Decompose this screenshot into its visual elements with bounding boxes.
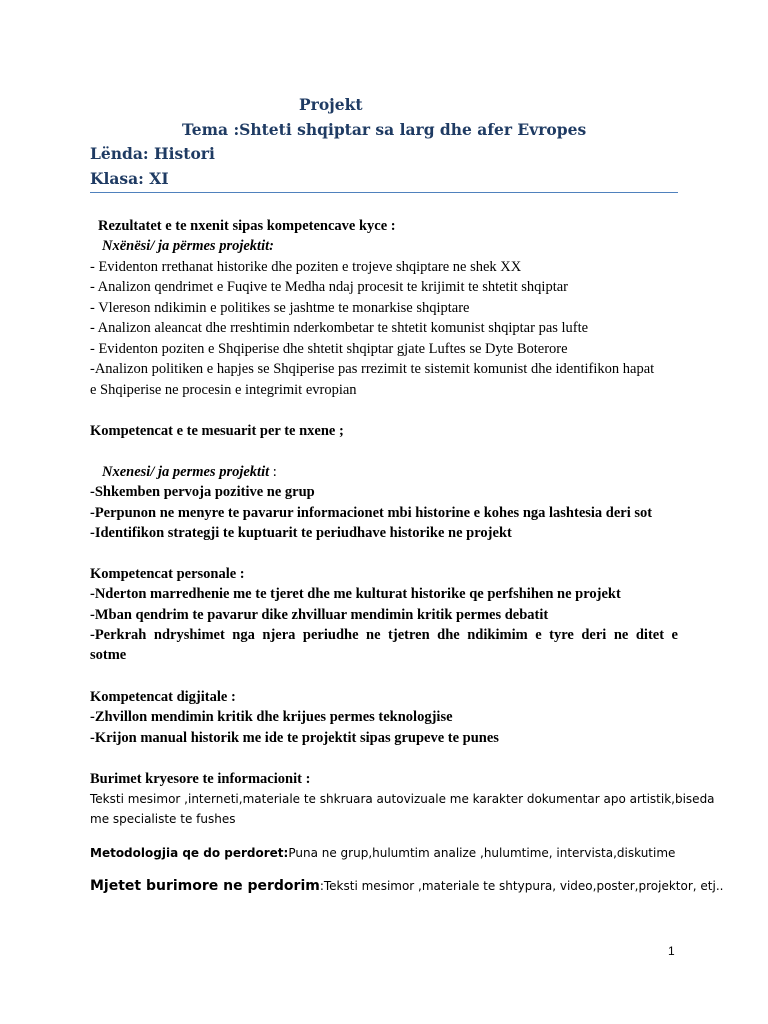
page-number: 1 xyxy=(668,944,675,958)
sources-text: me specialiste te fushes xyxy=(90,812,236,826)
sources-heading: Burimet kryesore te informacionit : xyxy=(90,771,311,787)
sources-text: Teksti mesimor ,interneti,materiale te shkruara autovizuale me karakter dokumentar apo artistik,biseda xyxy=(90,792,715,806)
tools-line xyxy=(90,877,724,895)
results-item: e Shqiperise ne procesin e integrimit evropian xyxy=(90,382,357,398)
methodology-label: Metodologjia qe do perdoret: xyxy=(90,846,289,860)
project-label: Projekt xyxy=(299,95,363,114)
results-subheading: Nxënësi/ ja përmes projektit: xyxy=(102,238,274,254)
learning-item: -Perpunon ne menyre te pavarur informacionet mbi historine e kohes nga lashtesia deri sot xyxy=(90,505,653,521)
project-theme: Tema :Shteti shqiptar sa larg dhe afer Evropes xyxy=(182,120,587,139)
personal-item: -Mban qendrim te pavarur dike zhvilluar mendimin kritik permes debatit xyxy=(90,607,549,623)
learning-subheading xyxy=(102,463,690,481)
tools-value: :Teksti mesimor ,materiale te shtypura, video,poster,projektor, etj.. xyxy=(319,879,724,893)
results-item: - Evidenton rrethanat historike dhe poziten e trojeve shqiptare ne shek XX xyxy=(90,259,522,275)
learning-item: -Shkemben pervoja pozitive ne grup xyxy=(90,484,315,500)
results-item: - Analizon aleancat dhe rreshtimin nderkombetar te shtetit komunist shqiptar pas lufte xyxy=(90,320,589,336)
personal-item: -Perkrah ndryshimet nga njera periudhe ne tjetren dhe ndikimim e tyre deri ne ditet e xyxy=(90,627,678,643)
subject-line: Lënda: Histori xyxy=(90,144,215,163)
personal-item: sotme xyxy=(90,647,127,663)
learning-item: -Identifikon strategji te kuptuarit te periudhave historike ne projekt xyxy=(90,525,512,541)
personal-item: -Nderton marredhenie me te tjeret dhe me kulturat historike qe perfshihen ne projekt xyxy=(90,586,621,602)
digital-heading: Kompetencat digjitale : xyxy=(90,689,236,705)
results-item: -Analizon politiken e hapjes se Shqiperise pas rrezimit te sistemit komunist dhe identifikon hapat xyxy=(90,361,655,377)
tools-label: Mjetet burimore ne perdorim xyxy=(90,878,320,894)
heading-rule xyxy=(90,192,678,193)
results-item: - Vlereson ndikimin e politikes se jashtme te monarkise shqiptare xyxy=(90,300,470,316)
results-heading: Rezultatet e te nxenit sipas kompetencave kyce : xyxy=(98,218,396,234)
learning-sub-label: Nxenesi/ ja permes projektit xyxy=(102,464,270,480)
class-line: Klasa: XI xyxy=(90,169,169,188)
digital-item: -Krijon manual historik me ide te projektit sipas grupeve te punes xyxy=(90,730,499,746)
personal-heading: Kompetencat personale : xyxy=(90,566,245,582)
digital-item: -Zhvillon mendimin kritik dhe krijues permes teknologjise xyxy=(90,709,453,725)
learning-sub-colon: : xyxy=(269,464,277,480)
methodology-value: Puna ne grup,hulumtim analize ,hulumtime, intervista,diskutime xyxy=(288,846,676,860)
results-item: - Evidenton poziten e Shqiperise dhe shtetit shqiptar gjate Luftes se Dyte Boterore xyxy=(90,341,568,357)
results-item: - Analizon qendrimet e Fuqive te Medha ndaj procesit te krijimit te shtetit shqiptar xyxy=(90,279,568,295)
methodology-line xyxy=(90,844,678,862)
learning-heading: Kompetencat e te mesuarit per te nxene ; xyxy=(90,423,344,439)
